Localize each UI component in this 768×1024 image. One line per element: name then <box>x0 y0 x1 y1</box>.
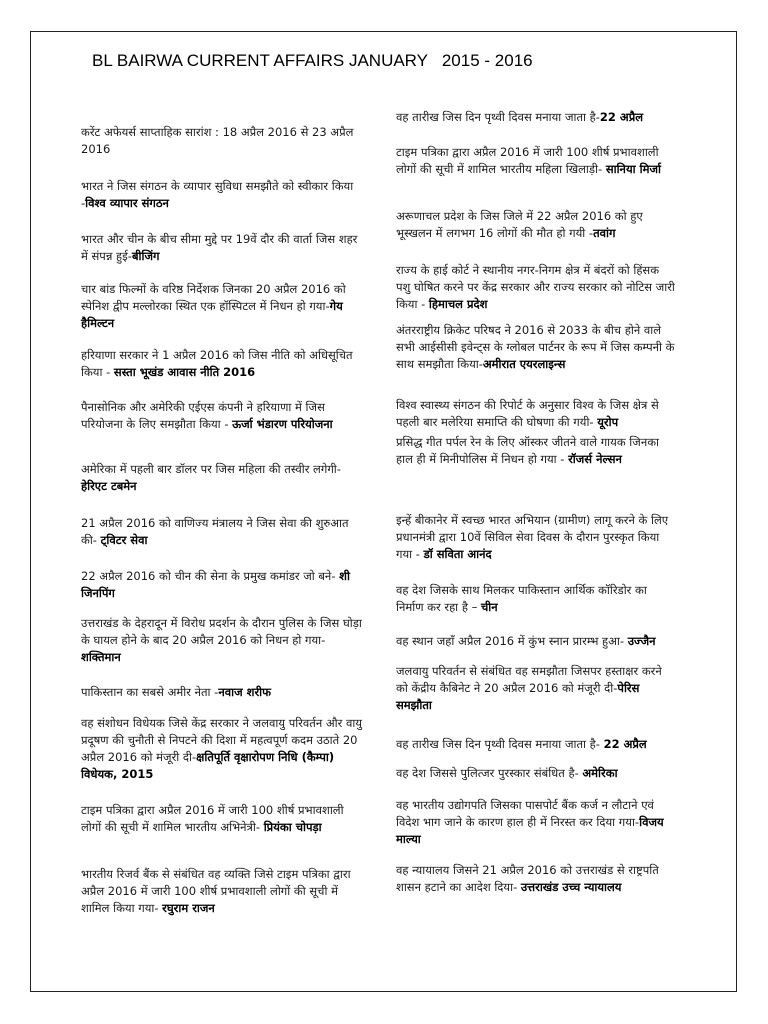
question-text: जलवायु परिवर्तन से संबंधित वह समझौता जिसपर हस्ताक्षर करने को केंद्रीय कैबिनेट ने 20 अप्रैल 2016 को मंजूरी दी- <box>396 664 662 695</box>
question-text: भारत और चीन के बीच सीमा मुद्दे पर 19वें दौर की वार्ता जिस शहर में संपन्न हुई- <box>81 232 358 263</box>
qa-item <box>81 615 363 666</box>
qa-item <box>396 582 676 616</box>
qa-item <box>396 322 676 373</box>
question-text: वह संशोधन विधेयक जिसे केंद्र सरकार ने जलवायु परिवर्तन और वायु प्रदूषण की चुनौती से निपटने की दिशा में महत्वपूर्ण कदम उठाते 20 अप्रैल 2016 को मंजूरी दी- <box>81 716 363 764</box>
qa-item <box>81 461 363 495</box>
answer-text: रॉजर्स नेल्सन <box>568 452 622 466</box>
answer-text: हेरिएट टबमेन <box>81 479 137 493</box>
answer-text: हिमाचल प्रदेश <box>428 297 488 311</box>
qa-item <box>396 109 676 126</box>
weekly-summary-heading <box>81 124 363 158</box>
question-text: वह देश जिसके साथ मिलकर पाकिस्तान आर्थिक कॉरिडोर का निर्माण कर रहा है – <box>396 583 647 614</box>
answer-text: अमीरात एयरलाइन्स <box>482 357 566 371</box>
qa-item <box>396 512 676 563</box>
qa-item <box>81 568 363 602</box>
question-text: 22 अप्रैल 2016 को चीन की सेना के प्रमुख कमांडर जो बने- <box>81 569 340 583</box>
qa-item <box>396 144 676 178</box>
qa-item <box>396 663 676 714</box>
answer-text: 22 अप्रैल <box>599 110 644 124</box>
answer-text: बीजिंग <box>131 249 160 263</box>
question-text: भारतीय रिजर्व बैंक से संबंधित वह व्यक्ति जिसे टाइम पत्रिका द्वारा अप्रैल 2016 में जारी 100 शीर्ष प्रभावशाली लोगों की सूची में शामिल किया गया- <box>81 867 351 915</box>
qa-item <box>396 797 676 848</box>
document-title: BL BAIRWA CURRENT AFFAIRS JANUARY 2015 - 2016 <box>92 51 533 70</box>
question-text: अमेरिका में पहली बार डॉलर पर जिस महिला की तस्वीर लगेगी- <box>81 462 341 476</box>
qa-item <box>396 736 676 753</box>
qa-item <box>81 399 363 433</box>
question-text: टाइम पत्रिका द्वारा अप्रैल 2016 में जारी 100 शीर्ष प्रभावशाली लोगों की सूची में शामिल भारतीय अभिनेत्री- <box>81 803 344 834</box>
answer-text: उत्तराखंड उच्च न्यायालय <box>520 880 622 894</box>
question-text: हरियाणा सरकार ने 1 अप्रैल 2016 को जिस नीति को अधिसूचित किया - <box>81 348 353 379</box>
answer-text: सानिया मिर्जा <box>605 162 661 176</box>
qa-item <box>396 862 676 896</box>
answer-text: उज्जैन <box>627 634 656 648</box>
answer-text: चीन <box>481 600 498 614</box>
qa-item <box>81 802 363 836</box>
qa-item <box>396 208 676 242</box>
answer-text: अमेरिका <box>582 766 618 780</box>
qa-item <box>396 434 676 468</box>
question-text: पैनासोनिक और अमेरिकी एईएस कंपनी ने हरियाणा में जिस परियोजना के लिए समझौता किया - <box>81 400 325 431</box>
question-text: उत्तराखंड के देहरादून में विरोध प्रदर्शन के दौरान पुलिस के जिस घोड़ा के घायल होने के बाद 20 अप्रैल 2016 को निधन हो गया- <box>81 616 362 647</box>
question-text: चार बांड फिल्मों के वरिष्ठ निर्देशक जिनका 20 अप्रैल 2016 को स्पेनिश द्वीप मल्लोरका स्थित एक हॉस्पिटल में निधन हो गया- <box>81 282 346 313</box>
answer-text: तवांग <box>593 226 616 240</box>
answer-text: यूरोप <box>597 415 619 429</box>
answer-text: शक्तिमान <box>81 650 121 664</box>
answer-text: नवाज शरीफ <box>218 685 271 699</box>
question-text: वह न्यायालय जिसने 21 अप्रैल 2016 को उत्तराखंड से राष्ट्रपति शासन हटाने का आदेश दिया- <box>396 863 659 894</box>
qa-item <box>396 633 676 650</box>
question-text: वह स्थान जहाँ अप्रैल 2016 में कुंभ स्नान प्रारम्भ हुआ- <box>396 634 628 648</box>
qa-item <box>81 866 363 917</box>
question-text: वह तारीख जिस दिन पृथ्वी दिवस मनाया जाता है- <box>396 110 600 124</box>
qa-item <box>81 347 363 381</box>
qa-item <box>396 765 676 782</box>
answer-text: शी जिनपिंग <box>81 569 350 600</box>
qa-item <box>81 515 363 549</box>
answer-text: डॉ सविता आनंद <box>423 547 492 561</box>
question-text: वह देश जिससे पुलित्जर पुरस्कार संबंधित है- <box>396 766 583 780</box>
qa-item <box>396 397 676 431</box>
answer-text: सस्ता भूखंड आवास नीति 2016 <box>113 365 256 379</box>
question-text: पाकिस्तान का सबसे अमीर नेता - <box>81 685 219 699</box>
question-text: अरूणाचल प्रदेश के जिस जिले में 22 अप्रैल 2016 को हुए भूस्खलन में लगभग 16 लोगों की मौत हो गयी - <box>396 209 643 240</box>
answer-text: क्षतिपूर्ति वृक्षारोपण निधि (कैम्पा) विधेयक, 2015 <box>81 750 335 781</box>
question-text: इन्हें बीकानेर में स्वच्छ भारत अभियान (ग्रामीण) लागू करने के लिए प्रधानमंत्री द्वारा 10वें सिविल सेवा दिवस के दौरान पुरस्कृत किया गया - <box>396 513 669 561</box>
intro-text: करेंट अफेयर्स साप्ताहिक सारांश : 18 अप्रैल 2016 से 23 अप्रैल 2016 <box>81 125 354 156</box>
question-text: भारत ने जिस संगठन के व्यापार सुविधा समझौते को स्वीकार किया - <box>81 179 354 210</box>
qa-item <box>81 715 363 783</box>
question-text: अंतरराष्ट्रीय क्रिकेट परिषद ने 2016 से 2033 के बीच होने वाले सभी आईसीसी इवेन्ट्स के ग्लोबल पार्टनर के रूप में जिस कम्पनी के साथ समझौता किया- <box>396 323 675 371</box>
question-text: राज्य के हाई कोर्ट ने स्थानीय नगर-निगम क्षेत्र में बंदरों को हिंसक पशु घोषित करने पर केंद्र सरकार और राज्य सरकार को नोटिस जारी किया - <box>396 263 675 311</box>
answer-text: प्रियंका चोपड़ा <box>263 820 322 834</box>
question-text: विश्व स्वास्थ्य संगठन की रिपोर्ट के अनुसार विश्व के जिस क्षेत्र से पहली बार मलेरिया समाप्ति की घोषणा की गयी- <box>396 398 659 429</box>
answer-text: 22 अप्रैल <box>603 737 647 751</box>
answer-text: रघुराम राजन <box>162 901 215 915</box>
qa-item <box>81 684 363 701</box>
question-text: वह तारीख जिस दिन पृथ्वी दिवस मनाया जाता है- <box>396 737 604 751</box>
question-text: प्रसिद्ध गीत पर्पल रेन के लिए ऑस्कर जीतने वाले गायक जिनका हाल ही में मिनीपोलिस में निधन हो गया - <box>396 435 660 466</box>
question-text: टाइम पत्रिका द्वारा अप्रैल 2016 में जारी 100 शीर्ष प्रभावशाली लोगों की सूची में शामिल भारतीय महिला खिलाड़ी- <box>396 145 659 176</box>
answer-text: गेय हैमिल्टन <box>81 299 343 330</box>
qa-item <box>396 262 676 313</box>
qa-item <box>81 281 363 332</box>
question-text: वह भारतीय उद्योगपति जिसका पासपोर्ट बैंक कर्ज न लौटाने एवं विदेश भाग जाने के कारण हाल ही में निरस्त कर दिया गया- <box>396 798 654 829</box>
question-text: 21 अप्रैल 2016 को वाणिज्य मंत्रालय ने जिस सेवा की शुरुआत की- <box>81 516 349 547</box>
answer-text: ऊर्जा भंडारण परियोजना <box>232 417 333 431</box>
answer-text: विश्व व्यापार संगठन <box>85 196 169 210</box>
answer-text: ट्विटर सेवा <box>100 533 148 547</box>
answer-text: पेरिस समझौता <box>396 681 640 712</box>
qa-item <box>81 231 363 265</box>
qa-item <box>81 178 363 212</box>
answer-text: विजय माल्या <box>396 815 664 846</box>
